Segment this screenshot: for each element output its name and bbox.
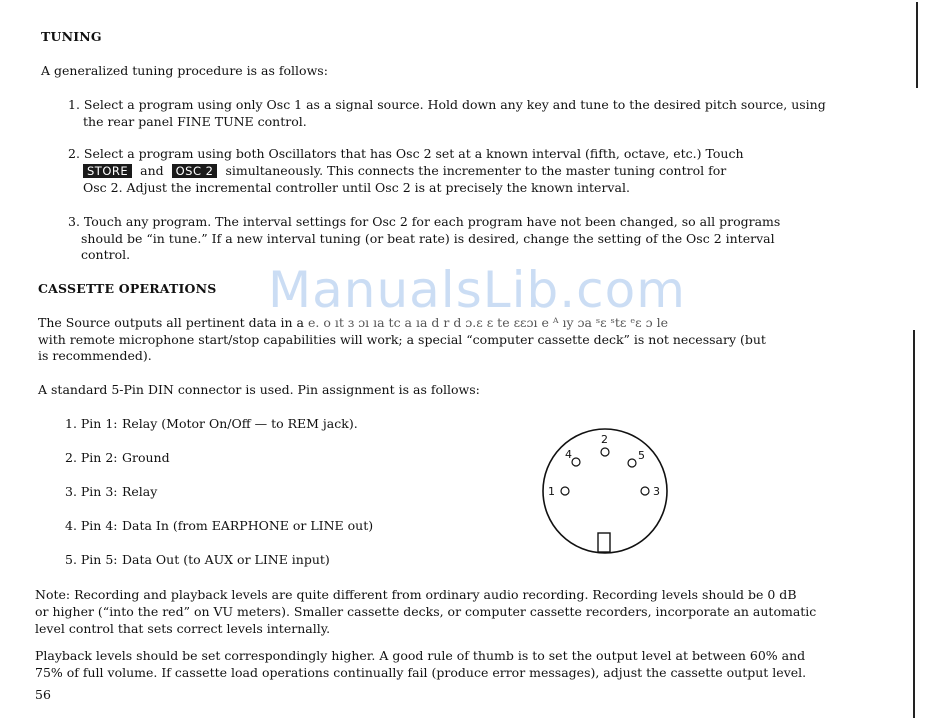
pin-3-desc: Relay <box>122 484 158 499</box>
pin-4-row <box>65 517 373 534</box>
note-line1: Note: Recording and playback levels are quite different from ordinary audio recording. Recording levels should be 0 dB <box>35 587 797 602</box>
tuning-step2-line1: 2. Select a program using both Oscillators that has Osc 2 set at a known interval (fifth, octave, etc.) Touch <box>68 146 744 161</box>
note-line3: level control that sets correct levels internally. <box>35 621 331 636</box>
page-number: 56 <box>35 687 51 702</box>
din-pin-4 <box>572 458 580 466</box>
pin-5-desc: Data Out (to AUX or LINE input) <box>122 552 330 567</box>
pin-3-label: 3. Pin 3: <box>65 484 118 499</box>
din-pin-1 <box>561 487 569 495</box>
din-connector-diagram <box>535 425 675 560</box>
osc2-key-label: OSC 2 <box>172 164 218 178</box>
tuning-intro: A generalized tuning procedure is as follows: <box>41 63 328 78</box>
pin-1-desc: Relay (Motor On/Off — to REM jack). <box>122 416 358 431</box>
din-pin-2-label: 2 <box>601 433 608 446</box>
din-pin-2 <box>601 448 609 456</box>
cassette-para1-line1 <box>38 314 668 331</box>
din-pin-5 <box>628 459 636 467</box>
pin-5-row <box>65 551 330 568</box>
cassette-heading: CASSETTE OPERATIONS <box>38 281 217 296</box>
pin-3-row <box>65 483 157 500</box>
store-key-label: STORE <box>83 164 132 178</box>
pin-2-desc: Ground <box>122 450 170 465</box>
cassette-para1-line3: is recommended). <box>38 348 152 363</box>
din-pin-5-label: 5 <box>638 449 645 462</box>
din-intro: A standard 5-Pin DIN connector is used. Pin assignment is as follows: <box>38 382 480 397</box>
tuning-step1-line2: the rear panel FINE TUNE control. <box>83 114 307 129</box>
and-word: and <box>140 163 164 178</box>
page-edge-rule-top <box>916 2 918 88</box>
tuning-step1-line1: 1. Select a program using only Osc 1 as a signal source. Hold down any key and tune to the desired pitch source, using <box>68 97 826 112</box>
pin-1-row <box>65 415 358 432</box>
pin-2-label: 2. Pin 2: <box>65 450 118 465</box>
din-key-notch <box>598 533 610 552</box>
din-pin-4-label: 4 <box>565 448 572 461</box>
watermark-text: ManualsLib.com <box>268 261 686 319</box>
page-edge-rule-bottom <box>913 330 915 718</box>
pin-1-label: 1. Pin 1: <box>65 416 118 431</box>
tuning-step3-line1: 3. Touch any program. The interval settings for Osc 2 for each program have not been changed, so all programs <box>68 214 781 229</box>
playback-line1: Playback levels should be set correspondingly higher. A good rule of thumb is to set the output level at between 60% and <box>35 648 806 663</box>
pin-2-row <box>65 449 170 466</box>
step2-line2-rest: simultaneously. This connects the incrementer to the master tuning control for <box>225 163 727 178</box>
para1-line1-start: The Source outputs all pertinent data in a <box>38 315 304 330</box>
din-pin-3 <box>641 487 649 495</box>
playback-line2: 75% of full volume. If cassette load operations continually fail (produce error messages), adjust the cassette output level. <box>35 665 807 680</box>
din-pin-1-label: 1 <box>548 485 555 498</box>
tuning-heading: TUNING <box>41 29 102 44</box>
tuning-step3-line3: control. <box>81 247 131 262</box>
pin-4-desc: Data In (from EARPHONE or LINE out) <box>122 518 374 533</box>
cassette-para1-line2: with remote microphone start/stop capabilities will work; a special “computer cassette deck” is not necessary (but <box>38 332 766 347</box>
pin-4-label: 4. Pin 4: <box>65 518 118 533</box>
tuning-step3-line2: should be “in tune.” If a new interval tuning (or beat rate) is desired, change the setting of the Osc 2 interval <box>81 231 775 246</box>
tuning-step2-line3: Osc 2. Adjust the incremental controller until Osc 2 is at precisely the known interval. <box>83 180 630 195</box>
din-pin-3-label: 3 <box>653 485 660 498</box>
tuning-step2-line2 <box>83 162 726 180</box>
pin-5-label: 5. Pin 5: <box>65 552 118 567</box>
note-line2: or higher (“into the red” on VU meters). Smaller cassette decks, or computer cassette recorders, incorporate an automatic <box>35 604 817 619</box>
para1-line1-obscured: e. o ıt ɜ ɔı ıa tc a ıa d r d ɔ.ɛ ɛ te ɛɛɔı e ᴬ ıy ɔa ˢɛ ˢtɛ ᵉɛ ɔ le <box>307 315 668 330</box>
